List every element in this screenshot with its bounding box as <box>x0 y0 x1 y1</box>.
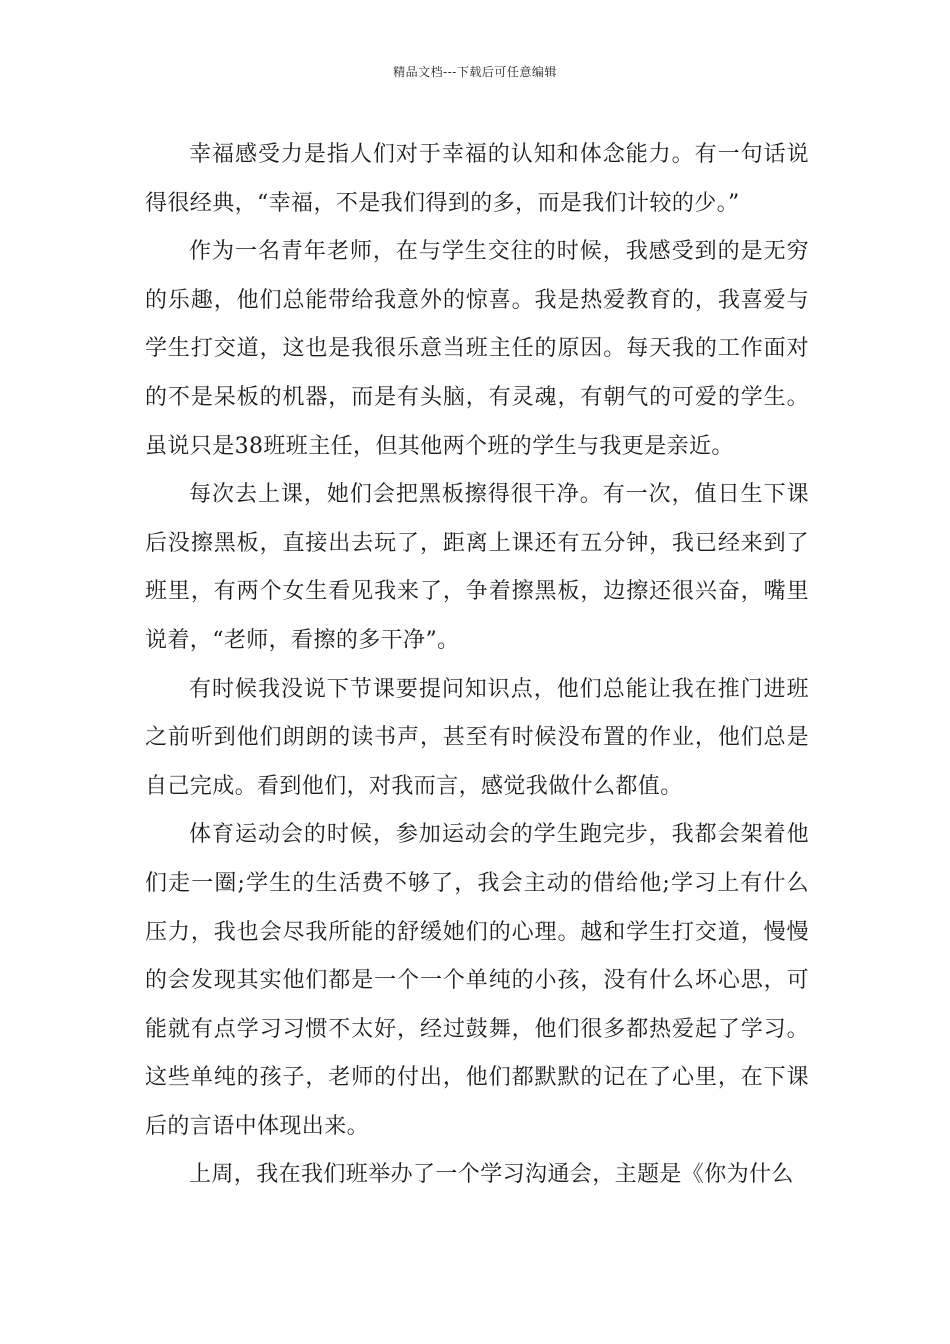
paragraph: 体育运动会的时候，参加运动会的学生跑完步，我都会架着他们走一圈;学生的生活费不够了，我会主动的借给他;学习上有什么压力，我也会尽我所能的舒缓她们的心理。越和学生打交道，慢慢的会发现其实他们都是一个一个单纯的小孩，没有什么坏心思，可能就有点学习习惯不太好，经过鼓舞，他们很多都热爱起了学习。这些单纯的孩子，老师的付出，他们都默默的记在了心里，在下课后的言语中体现出来。 <box>145 822 809 1139</box>
paragraph: 有时候我没说下节课要提问知识点，他们总能让我在推门进班之前听到他们朗朗的读书声，甚至有时候没布置的作业，他们总是自己完成。看到他们，对我而言，感觉我做什么都值。 <box>145 676 809 799</box>
paragraph: 上周，我在我们班举办了一个学习沟通会，主题是《你为什么 <box>189 1162 794 1188</box>
page-header: 精品文档---下载后可任意编辑 <box>393 65 557 79</box>
paragraph: 每次去上课，她们会把黑板擦得很干净。有一次，值日生下课后没擦黑板，直接出去玩了，距离上课还有五分钟，我已经来到了班里，有两个女生看见我来了，争着擦黑板，边擦还很兴奋，嘴里说着，“老师，看擦的多干净”。 <box>145 482 809 653</box>
body-text <box>145 131 809 1200</box>
paragraph: 作为一名青年老师，在与学生交往的时候，我感受到的是无穷的乐趣，他们总能带给我意外的惊喜。我是热爱教育的，我喜爱与学生打交道，这也是我很乐意当班主任的原因。每天我的工作面对的不是呆板的机器，而是有头脑，有灵魂，有朝气的可爱的学生。虽说只是38班班主任，但其他两个班的学生与我更是亲近。 <box>145 239 809 459</box>
paragraph: 幸福感受力是指人们对于幸福的认知和体念能力。有一句话说得很经典，“幸福，不是我们得到的多，而是我们计较的少。” <box>145 142 809 216</box>
